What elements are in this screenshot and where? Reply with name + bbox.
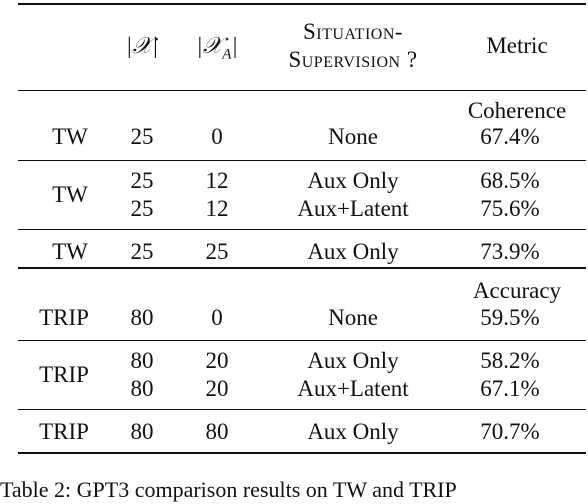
x-count-cell: 80 bbox=[130, 419, 154, 444]
xa-count-cell: 80 bbox=[205, 419, 229, 444]
score-cell: 68.5% bbox=[480, 168, 540, 193]
row-separator bbox=[18, 409, 586, 410]
metric-name: Accuracy bbox=[472, 278, 562, 303]
supervision-cell: Aux Only bbox=[307, 168, 399, 193]
score-cell: 67.4% bbox=[480, 124, 540, 149]
xa-count-cell: 25 bbox=[205, 239, 229, 264]
score-cell: 67.1% bbox=[480, 376, 540, 401]
score-cell: 70.7% bbox=[480, 419, 540, 444]
score-cell: 73.9% bbox=[480, 239, 540, 264]
score-cell: 58.2% bbox=[480, 348, 540, 373]
xa-count-cell: 20 bbox=[205, 376, 229, 401]
x-count-cell: 25 bbox=[130, 124, 154, 149]
header-situation-line1: Situation- bbox=[302, 19, 404, 44]
supervision-cell: None bbox=[328, 124, 378, 149]
x-count-cell: 80 bbox=[130, 348, 154, 373]
supervision-cell: Aux Only bbox=[307, 239, 399, 264]
table-caption: Table 2: GPT3 comparison results on TW and TRIP bbox=[0, 477, 457, 502]
x-count-cell: 25 bbox=[130, 168, 154, 193]
supervision-cell: Aux+Latent bbox=[297, 196, 409, 221]
supervision-cell: Aux+Latent bbox=[297, 376, 409, 401]
x-count-cell: 80 bbox=[130, 376, 154, 401]
row-separator bbox=[18, 340, 586, 341]
xa-count-cell: 12 bbox=[205, 168, 229, 193]
task-label: TRIP bbox=[39, 305, 89, 330]
score-cell: 75.6% bbox=[480, 196, 540, 221]
header-metric: Metric bbox=[486, 33, 548, 58]
supervision-cell: Aux Only bbox=[307, 348, 399, 373]
bottom-rule bbox=[18, 452, 586, 454]
top-rule bbox=[18, 3, 586, 5]
task-label: TW bbox=[52, 124, 88, 149]
xa-count-cell: 0 bbox=[211, 124, 223, 149]
x-count-cell: 25 bbox=[130, 196, 154, 221]
group-separator-rule bbox=[18, 267, 586, 269]
header-x-count: |𝒳| bbox=[125, 33, 159, 58]
supervision-cell: None bbox=[328, 305, 378, 330]
score-cell: 59.5% bbox=[480, 305, 540, 330]
header-situation-line2: Supervision ? bbox=[288, 47, 418, 72]
row-separator bbox=[18, 160, 586, 161]
metric-name: Coherence bbox=[467, 98, 567, 123]
header-rule bbox=[18, 90, 586, 91]
x-count-cell: 80 bbox=[130, 305, 154, 330]
task-label: TRIP bbox=[39, 362, 89, 387]
task-label: TW bbox=[52, 182, 88, 207]
xa-count-cell: 20 bbox=[205, 348, 229, 373]
xa-count-cell: 12 bbox=[205, 196, 229, 221]
supervision-cell: Aux Only bbox=[307, 419, 399, 444]
task-label: TRIP bbox=[39, 419, 89, 444]
row-separator bbox=[18, 229, 586, 230]
x-count-cell: 25 bbox=[130, 239, 154, 264]
task-label: TW bbox=[52, 239, 88, 264]
header-xa-count: |𝒳$_A$| bbox=[196, 33, 238, 63]
xa-count-cell: 0 bbox=[211, 305, 223, 330]
